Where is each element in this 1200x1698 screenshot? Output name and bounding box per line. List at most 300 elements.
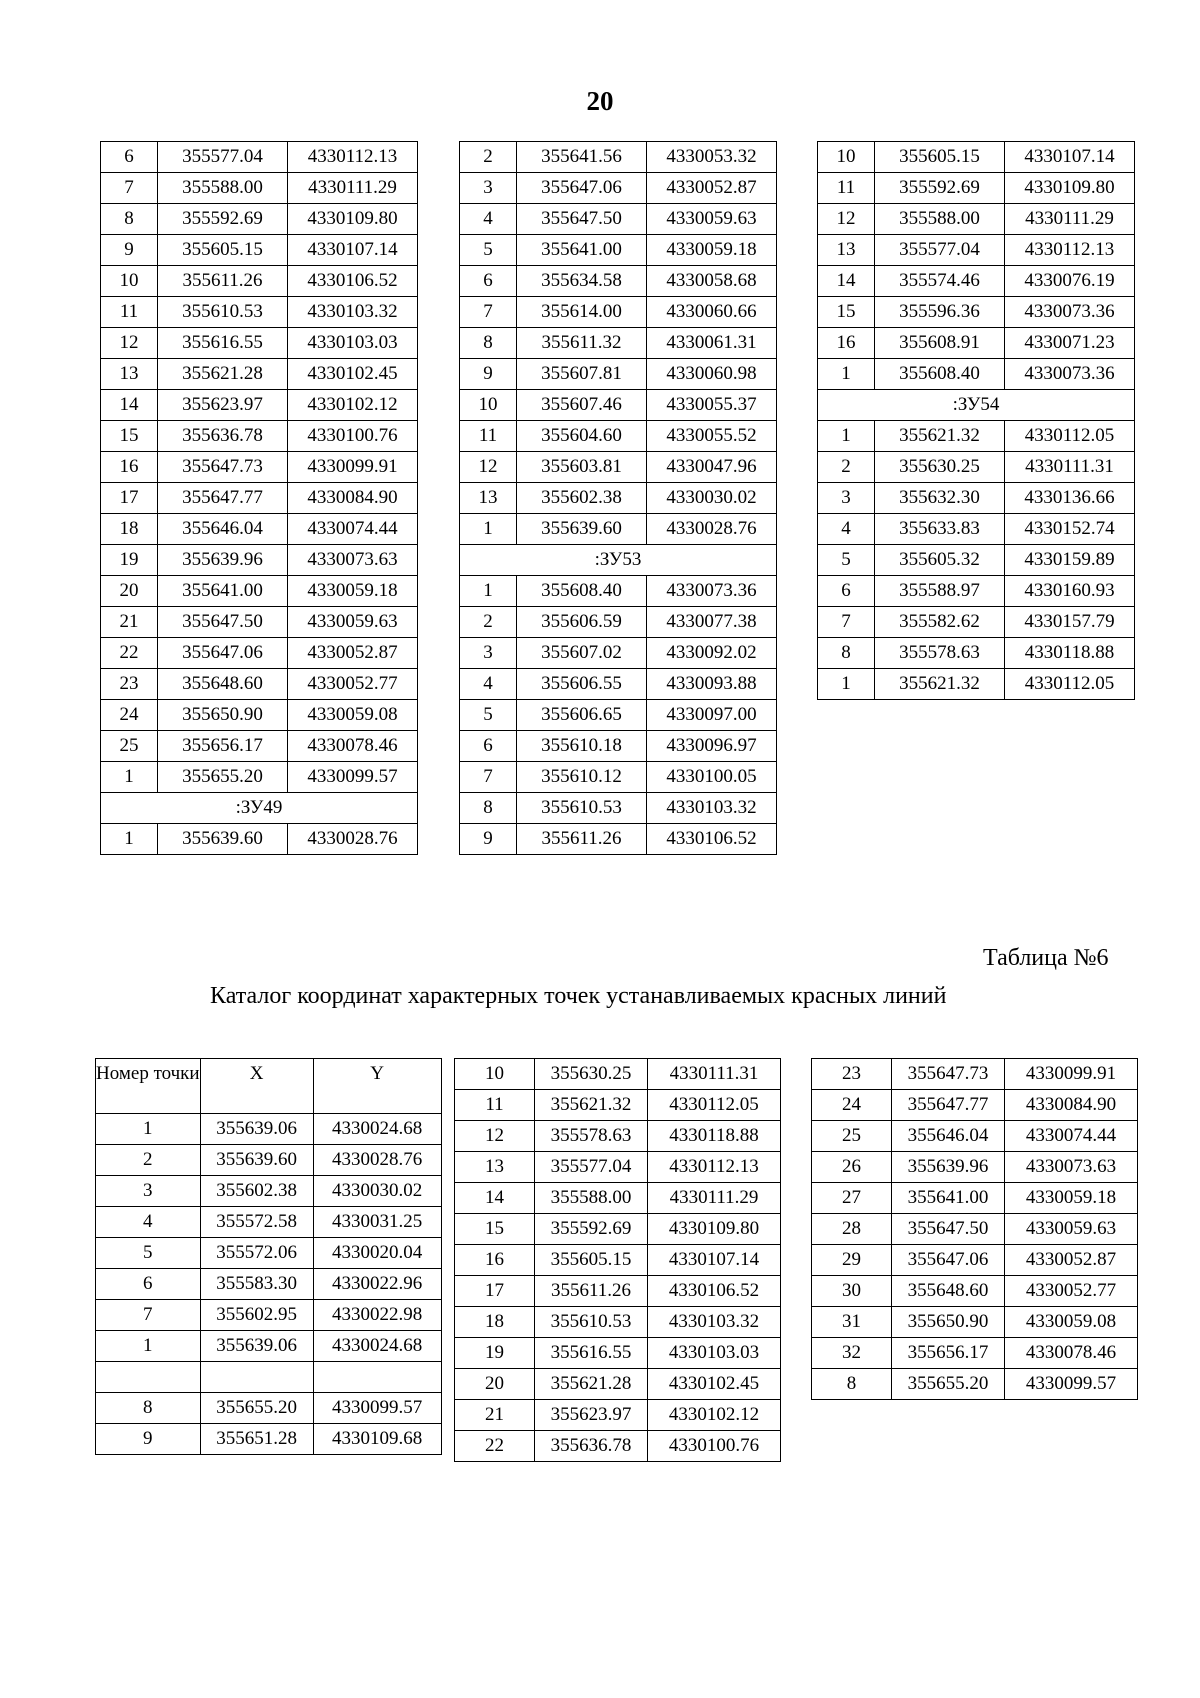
- coord-x: 355647.73: [158, 452, 288, 483]
- point-number: 8: [460, 793, 517, 824]
- coord-x: 355647.50: [517, 204, 647, 235]
- table-row: [101, 483, 418, 514]
- table-row: [101, 204, 418, 235]
- coord-x: 355611.26: [535, 1276, 648, 1307]
- point-number: 15: [455, 1214, 535, 1245]
- table-row: [101, 452, 418, 483]
- section-row: [460, 545, 777, 576]
- coord-y: 4330109.68: [313, 1424, 441, 1455]
- coord-y: 4330024.68: [313, 1331, 441, 1362]
- coordinates-table-top-2: [459, 141, 777, 855]
- coord-x: 355577.04: [158, 142, 288, 173]
- point-number: 19: [455, 1338, 535, 1369]
- coord-x: 355574.46: [875, 266, 1005, 297]
- table-row: [818, 452, 1135, 483]
- coord-x: 355610.53: [517, 793, 647, 824]
- table-row: [818, 359, 1135, 390]
- coord-y: 4330118.88: [648, 1121, 781, 1152]
- table-title: Каталог координат характерных точек устанавливаемых красных линий: [210, 983, 947, 1009]
- coord-y: 4330106.52: [288, 266, 418, 297]
- coord-y: 4330053.32: [647, 142, 777, 173]
- point-number: 20: [101, 576, 158, 607]
- coord-y: 4330052.77: [1005, 1276, 1138, 1307]
- coord-x: 355650.90: [892, 1307, 1005, 1338]
- coord-y: 4330106.52: [648, 1276, 781, 1307]
- coord-y: 4330099.91: [1005, 1059, 1138, 1090]
- coord-x: 355647.77: [158, 483, 288, 514]
- coord-x: 355639.60: [517, 514, 647, 545]
- coord-x: 355592.69: [535, 1214, 648, 1245]
- point-number: 25: [101, 731, 158, 762]
- point-number: 13: [818, 235, 875, 266]
- coord-x: 355616.55: [158, 328, 288, 359]
- point-number: 12: [101, 328, 158, 359]
- table-row: [818, 235, 1135, 266]
- red-lines-table-2: [454, 1058, 781, 1462]
- table-row: [460, 762, 777, 793]
- table-row: [818, 297, 1135, 328]
- point-number: 5: [96, 1238, 201, 1269]
- point-number: 25: [812, 1121, 892, 1152]
- coord-y: 4330059.63: [1005, 1214, 1138, 1245]
- coord-x: 355605.32: [875, 545, 1005, 576]
- coord-y: 4330052.87: [647, 173, 777, 204]
- coord-y: 4330059.18: [288, 576, 418, 607]
- coord-y: 4330059.08: [288, 700, 418, 731]
- coord-x: 355641.00: [517, 235, 647, 266]
- table-row: [96, 1207, 442, 1238]
- coord-y: 4330024.68: [313, 1114, 441, 1145]
- coord-y: 4330073.63: [288, 545, 418, 576]
- point-number: 8: [96, 1393, 201, 1424]
- point-number: 30: [812, 1276, 892, 1307]
- table-row: [460, 328, 777, 359]
- point-number: 18: [101, 514, 158, 545]
- table-row: [101, 235, 418, 266]
- coord-x: 355602.38: [517, 483, 647, 514]
- coord-y: 4330059.63: [288, 607, 418, 638]
- coord-y: 4330022.96: [313, 1269, 441, 1300]
- coord-y: 4330020.04: [313, 1238, 441, 1269]
- coord-y: 4330028.76: [647, 514, 777, 545]
- coord-y: 4330106.52: [647, 824, 777, 855]
- point-number: 4: [460, 204, 517, 235]
- coord-x: 355610.18: [517, 731, 647, 762]
- coord-y: 4330157.79: [1005, 607, 1135, 638]
- coord-x: 355577.04: [535, 1152, 648, 1183]
- point-number: 10: [460, 390, 517, 421]
- table-row: [96, 1176, 442, 1207]
- point-number: 7: [818, 607, 875, 638]
- table-row: [96, 1362, 442, 1393]
- section-label: :ЗУ53: [460, 545, 777, 576]
- point-number: 11: [460, 421, 517, 452]
- table-row: [818, 607, 1135, 638]
- page-number: 20: [586, 86, 614, 116]
- table-row: [96, 1300, 442, 1331]
- coordinates-table-top-3: [817, 141, 1135, 700]
- section-label: :ЗУ49: [101, 793, 418, 824]
- point-number: 10: [818, 142, 875, 173]
- point-number: 10: [455, 1059, 535, 1090]
- point-number: [96, 1362, 201, 1393]
- coord-y: 4330055.52: [647, 421, 777, 452]
- point-number: 1: [460, 514, 517, 545]
- coord-y: 4330028.76: [313, 1145, 441, 1176]
- table-row: [455, 1276, 781, 1307]
- coord-x: 355621.32: [535, 1090, 648, 1121]
- table-row: [101, 669, 418, 700]
- point-number: 8: [460, 328, 517, 359]
- coord-x: 355621.28: [158, 359, 288, 390]
- coord-y: 4330084.90: [1005, 1090, 1138, 1121]
- coord-x: 355616.55: [535, 1338, 648, 1369]
- coord-x: 355578.63: [535, 1121, 648, 1152]
- coord-x: 355641.00: [158, 576, 288, 607]
- coord-y: 4330078.46: [1005, 1338, 1138, 1369]
- coord-y: 4330103.32: [647, 793, 777, 824]
- point-number: 26: [812, 1152, 892, 1183]
- point-number: 5: [818, 545, 875, 576]
- coord-y: 4330112.13: [648, 1152, 781, 1183]
- coord-y: 4330112.13: [1005, 235, 1135, 266]
- coord-x: 355588.00: [158, 173, 288, 204]
- coord-y: 4330031.25: [313, 1207, 441, 1238]
- coord-y: 4330061.31: [647, 328, 777, 359]
- coord-x: 355634.58: [517, 266, 647, 297]
- point-number: 16: [818, 328, 875, 359]
- coord-y: 4330071.23: [1005, 328, 1135, 359]
- header-x: X: [200, 1059, 313, 1114]
- coord-y: 4330055.37: [647, 390, 777, 421]
- coord-x: 355648.60: [892, 1276, 1005, 1307]
- table-row: [101, 514, 418, 545]
- table-row: [818, 142, 1135, 173]
- point-number: 19: [101, 545, 158, 576]
- coord-y: 4330103.03: [648, 1338, 781, 1369]
- table-row: [460, 576, 777, 607]
- coord-x: 355630.25: [875, 452, 1005, 483]
- coord-x: 355602.38: [200, 1176, 313, 1207]
- coord-y: 4330060.98: [647, 359, 777, 390]
- coord-y: 4330077.38: [647, 607, 777, 638]
- coord-x: 355633.83: [875, 514, 1005, 545]
- coord-x: 355647.06: [892, 1245, 1005, 1276]
- table-row: [455, 1431, 781, 1462]
- coord-x: 355610.53: [158, 297, 288, 328]
- table-row: [460, 204, 777, 235]
- coord-x: 355647.50: [892, 1214, 1005, 1245]
- table-row: [460, 421, 777, 452]
- point-number: 6: [818, 576, 875, 607]
- coord-y: 4330099.57: [288, 762, 418, 793]
- table-row: [460, 669, 777, 700]
- table-row: [460, 793, 777, 824]
- coord-y: 4330100.05: [647, 762, 777, 793]
- point-number: 6: [101, 142, 158, 173]
- coord-y: 4330102.12: [288, 390, 418, 421]
- point-number: 12: [460, 452, 517, 483]
- coord-x: 355577.04: [875, 235, 1005, 266]
- coord-x: 355606.59: [517, 607, 647, 638]
- table-row: [460, 483, 777, 514]
- point-number: 1: [818, 359, 875, 390]
- coord-x: 355639.60: [158, 824, 288, 855]
- coord-y: 4330059.63: [647, 204, 777, 235]
- coord-y: 4330073.36: [647, 576, 777, 607]
- table-row: [460, 700, 777, 731]
- point-number: 7: [96, 1300, 201, 1331]
- coord-y: 4330059.08: [1005, 1307, 1138, 1338]
- table-row: [96, 1145, 442, 1176]
- coord-y: 4330112.05: [648, 1090, 781, 1121]
- table-row: [460, 731, 777, 762]
- point-number: 17: [455, 1276, 535, 1307]
- coord-x: 355655.20: [158, 762, 288, 793]
- table-row: [455, 1369, 781, 1400]
- coord-x: 355639.06: [200, 1114, 313, 1145]
- coord-y: 4330074.44: [1005, 1121, 1138, 1152]
- table-row: [101, 607, 418, 638]
- coord-x: 355610.53: [535, 1307, 648, 1338]
- section-row: [101, 793, 418, 824]
- coord-x: 355578.63: [875, 638, 1005, 669]
- coord-y: 4330052.77: [288, 669, 418, 700]
- coord-y: 4330111.29: [1005, 204, 1135, 235]
- point-number: 23: [101, 669, 158, 700]
- red-lines-table-1: [95, 1058, 442, 1455]
- point-number: 2: [96, 1145, 201, 1176]
- coord-y: 4330109.80: [1005, 173, 1135, 204]
- point-number: 9: [96, 1424, 201, 1455]
- coord-x: 355623.97: [158, 390, 288, 421]
- table-row: [460, 607, 777, 638]
- table-row: [818, 545, 1135, 576]
- point-number: 9: [460, 824, 517, 855]
- point-number: 5: [460, 235, 517, 266]
- table-row: [96, 1393, 442, 1424]
- table-row: [812, 1307, 1138, 1338]
- coord-y: 4330078.46: [288, 731, 418, 762]
- table-row: [455, 1183, 781, 1214]
- coord-y: 4330107.14: [1005, 142, 1135, 173]
- point-number: 7: [460, 762, 517, 793]
- table-row: [818, 266, 1135, 297]
- table-row: [101, 545, 418, 576]
- coord-y: 4330060.66: [647, 297, 777, 328]
- table-row: [101, 762, 418, 793]
- table-row: [812, 1059, 1138, 1090]
- point-number: 12: [455, 1121, 535, 1152]
- coord-y: 4330073.36: [1005, 297, 1135, 328]
- coord-y: 4330073.36: [1005, 359, 1135, 390]
- point-number: 11: [101, 297, 158, 328]
- table-row: [101, 731, 418, 762]
- point-number: 6: [460, 266, 517, 297]
- point-number: 11: [455, 1090, 535, 1121]
- point-number: 9: [101, 235, 158, 266]
- coord-x: 355603.81: [517, 452, 647, 483]
- coord-y: 4330111.31: [648, 1059, 781, 1090]
- table-row: [812, 1152, 1138, 1183]
- table-row: [818, 328, 1135, 359]
- coord-x: 355636.78: [158, 421, 288, 452]
- table-row: [812, 1183, 1138, 1214]
- coord-y: 4330160.93: [1005, 576, 1135, 607]
- table-row: [96, 1238, 442, 1269]
- coord-x: 355583.30: [200, 1269, 313, 1300]
- point-number: 22: [455, 1431, 535, 1462]
- table-row: [96, 1331, 442, 1362]
- point-number: 9: [460, 359, 517, 390]
- table-row: [812, 1121, 1138, 1152]
- table-row: [460, 266, 777, 297]
- coord-x: 355632.30: [875, 483, 1005, 514]
- coord-y: 4330103.32: [648, 1307, 781, 1338]
- coord-y: 4330152.74: [1005, 514, 1135, 545]
- point-number: 2: [460, 142, 517, 173]
- coord-y: 4330097.00: [647, 700, 777, 731]
- point-number: 21: [455, 1400, 535, 1431]
- coord-x: 355650.90: [158, 700, 288, 731]
- point-number: 5: [460, 700, 517, 731]
- coord-x: 355602.95: [200, 1300, 313, 1331]
- table-row: [101, 421, 418, 452]
- table-row: [812, 1245, 1138, 1276]
- table-row: [460, 235, 777, 266]
- coord-x: 355588.97: [875, 576, 1005, 607]
- table-row: [455, 1245, 781, 1276]
- coord-y: 4330076.19: [1005, 266, 1135, 297]
- table-row: [460, 173, 777, 204]
- coord-y: 4330100.76: [288, 421, 418, 452]
- coord-x: 355647.50: [158, 607, 288, 638]
- table-row: [818, 638, 1135, 669]
- point-number: 12: [818, 204, 875, 235]
- table-row: [101, 173, 418, 204]
- coord-y: 4330028.76: [288, 824, 418, 855]
- coord-x: 355604.60: [517, 421, 647, 452]
- table-row: [818, 421, 1135, 452]
- coord-x: 355611.26: [158, 266, 288, 297]
- coord-x: 355596.36: [875, 297, 1005, 328]
- coord-y: 4330159.89: [1005, 545, 1135, 576]
- coord-y: 4330102.12: [648, 1400, 781, 1431]
- table-row: [818, 514, 1135, 545]
- coord-y: 4330107.14: [648, 1245, 781, 1276]
- coord-x: 355572.58: [200, 1207, 313, 1238]
- coord-y: 4330118.88: [1005, 638, 1135, 669]
- coord-y: 4330112.05: [1005, 669, 1135, 700]
- table-row: [818, 576, 1135, 607]
- coord-y: 4330111.29: [648, 1183, 781, 1214]
- point-number: 2: [818, 452, 875, 483]
- coord-y: 4330059.18: [1005, 1183, 1138, 1214]
- point-number: 4: [460, 669, 517, 700]
- point-number: 1: [101, 762, 158, 793]
- header-y: Y: [313, 1059, 441, 1114]
- table-row: [818, 204, 1135, 235]
- point-number: 18: [455, 1307, 535, 1338]
- coord-x: 355639.96: [892, 1152, 1005, 1183]
- coord-y: 4330096.97: [647, 731, 777, 762]
- table-row: [812, 1214, 1138, 1245]
- coord-x: 355608.91: [875, 328, 1005, 359]
- coord-x: 355606.65: [517, 700, 647, 731]
- table-row: [455, 1338, 781, 1369]
- table-row: [101, 297, 418, 328]
- coord-y: 4330111.31: [1005, 452, 1135, 483]
- coord-x: 355623.97: [535, 1400, 648, 1431]
- coord-x: 355607.81: [517, 359, 647, 390]
- point-number: 27: [812, 1183, 892, 1214]
- point-number: 3: [96, 1176, 201, 1207]
- coord-x: 355592.69: [875, 173, 1005, 204]
- table-row: [101, 638, 418, 669]
- table-row: [460, 142, 777, 173]
- table-row: [818, 173, 1135, 204]
- table-row: [460, 452, 777, 483]
- table-row: [818, 483, 1135, 514]
- table-row: [455, 1214, 781, 1245]
- coord-y: 4330099.91: [288, 452, 418, 483]
- table-row: [455, 1152, 781, 1183]
- coord-x: [200, 1362, 313, 1393]
- point-number: 29: [812, 1245, 892, 1276]
- coord-y: 4330030.02: [647, 483, 777, 514]
- coord-y: 4330052.87: [1005, 1245, 1138, 1276]
- point-number: 8: [818, 638, 875, 669]
- section-label: :ЗУ54: [818, 390, 1135, 421]
- coord-x: 355621.32: [875, 421, 1005, 452]
- point-number: 15: [101, 421, 158, 452]
- point-number: 22: [101, 638, 158, 669]
- table-row: [101, 576, 418, 607]
- coord-y: 4330099.57: [313, 1393, 441, 1424]
- coord-x: 355607.46: [517, 390, 647, 421]
- point-number: 4: [96, 1207, 201, 1238]
- table-row: [812, 1369, 1138, 1400]
- coord-x: 355648.60: [158, 669, 288, 700]
- coord-x: 355572.06: [200, 1238, 313, 1269]
- point-number: 3: [460, 638, 517, 669]
- point-number: 13: [455, 1152, 535, 1183]
- point-number: 1: [101, 824, 158, 855]
- table-row: [460, 638, 777, 669]
- coord-y: [313, 1362, 441, 1393]
- coord-x: 355607.02: [517, 638, 647, 669]
- point-number: 21: [101, 607, 158, 638]
- table-row: [96, 1424, 442, 1455]
- point-number: 3: [460, 173, 517, 204]
- table-row: [101, 266, 418, 297]
- point-number: 13: [101, 359, 158, 390]
- coord-x: 355655.20: [200, 1393, 313, 1424]
- coord-x: 355647.06: [517, 173, 647, 204]
- table-row: [460, 390, 777, 421]
- coord-y: 4330093.88: [647, 669, 777, 700]
- coord-y: 4330109.80: [288, 204, 418, 235]
- coord-x: 355647.73: [892, 1059, 1005, 1090]
- coord-x: 355647.77: [892, 1090, 1005, 1121]
- coord-x: 355605.15: [535, 1245, 648, 1276]
- header-point-number: Номер точки: [96, 1059, 201, 1114]
- table-row: [812, 1276, 1138, 1307]
- coord-y: 4330109.80: [648, 1214, 781, 1245]
- point-number: 1: [96, 1114, 201, 1145]
- point-number: 31: [812, 1307, 892, 1338]
- coord-x: 355639.06: [200, 1331, 313, 1362]
